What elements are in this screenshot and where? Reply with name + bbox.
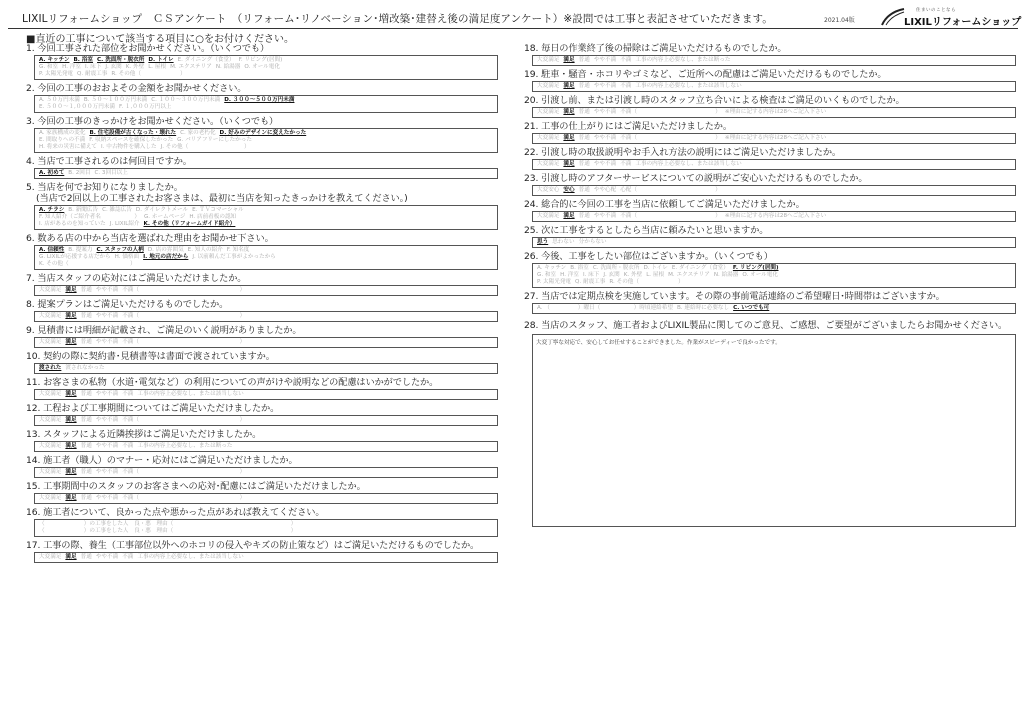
answer-option[interactable]: L. 屋根 (148, 64, 167, 71)
answer-box (34, 363, 498, 374)
answer-option[interactable]: 不満（ ） (122, 495, 246, 501)
answer-box (34, 95, 498, 113)
question-text: 15. 工事期間中のスタッフのお客さまへの応対･配慮にはご満足いただけましたか。 (26, 481, 366, 492)
answer-line (39, 443, 493, 450)
question-block (26, 299, 498, 322)
answer-option[interactable]: 分からない (578, 239, 607, 245)
answer-option[interactable]: 普通 (578, 109, 590, 115)
answer-option[interactable]: E. ダイニング（食堂） (671, 265, 729, 271)
question-text: 20. 引渡し前、または引渡し時のスタッフ立ち合いによる検査はご満足のいくものでしたか。 (524, 95, 905, 106)
header (8, 6, 1022, 29)
answer-option[interactable]: やや不満 (593, 135, 617, 141)
answer-line (39, 71, 493, 78)
answer-line (39, 313, 493, 320)
answer-option[interactable]: 大変満足 (39, 554, 62, 560)
answer-line (537, 135, 1011, 142)
answer-option[interactable]: 普通 (80, 417, 92, 423)
answer-line (39, 287, 493, 294)
answer-line (39, 104, 493, 111)
selected-option[interactable]: C. スタッフの人柄 (96, 247, 144, 253)
question-text: 9. 見積書には明細が記載され、ご満足のいく説明がありましたか。 (26, 325, 302, 336)
answer-line (537, 239, 1011, 246)
answer-option[interactable]: B. 浴室 (570, 265, 589, 271)
answer-line (39, 170, 493, 177)
answer-option[interactable]: （ ）の工事をした人 良・悪 理由（ ） (39, 528, 297, 535)
answer-option[interactable]: 不満 (122, 391, 134, 397)
form-version-date: 2021.04版 (824, 17, 855, 24)
answer-option[interactable]: O. オール電化 (244, 64, 280, 71)
answer-option[interactable]: やや不満 (95, 339, 119, 345)
answer-option[interactable]: I. 中古物件を購入した (101, 144, 157, 151)
instructions: ■直近の工事について該当する項目に○をお付けください。 (26, 34, 294, 45)
answer-option[interactable]: N. 給湯器 (713, 272, 739, 279)
answer-option[interactable]: M. エクステリア (668, 272, 710, 279)
selected-option[interactable]: B. 浴室 (73, 57, 94, 63)
answer-option[interactable]: 思わない (552, 239, 575, 245)
answer-option[interactable]: 大変満足 (39, 313, 62, 319)
question-text: 3. 今回の工事のきっかけをお聞かせください。（いくつでも） (26, 116, 279, 127)
question-text: 2. 今回の工事のおおよその金額をお聞かせください。 (26, 83, 247, 94)
answer-option[interactable]: やや不満 (95, 417, 119, 423)
question-text: 22. 引渡し時の取扱説明やお手入れ方法の説明にはご満足いただけましたか。 (524, 147, 842, 158)
question-block (26, 325, 498, 348)
question-text: 6. 数ある店の中から当店を選ばれた理由をお聞かせ下さい。 (26, 233, 274, 244)
answer-option[interactable]: K. その他（ ） (39, 261, 136, 268)
answer-option[interactable]: I. 床下 (84, 64, 102, 71)
answer-option[interactable]: 普通 (80, 339, 92, 345)
answer-option[interactable]: 不満 (620, 83, 632, 89)
question-text: 26. 今後、工事をしたい部位はございますか。（いくつでも） (524, 251, 773, 262)
selected-option[interactable]: 満足 (65, 391, 77, 397)
answer-option[interactable]: やや不満 (593, 213, 617, 219)
answer-option[interactable]: 工事の内容上必要なし、または該当しない (137, 391, 244, 397)
answer-option[interactable]: ※理由に記する内容は28へご記入下さい (724, 213, 827, 219)
selected-option[interactable]: D. トイレ (148, 57, 174, 63)
question-text: 24. 総合的に今回の工事を当店に依頼してご満足いただけましたか。 (524, 199, 805, 210)
answer-option[interactable]: ※理由に記する内容は28へご記入下さい (724, 109, 827, 115)
logo-swoosh-icon (880, 8, 906, 26)
answer-option[interactable]: 不満 (620, 161, 632, 167)
free-comment-box[interactable]: 大変丁寧な対応で、安心してお任せすることができました。作業がスピーディーで良かったです。 (532, 334, 1016, 527)
question-block (524, 69, 1016, 92)
answer-option[interactable]: 普通 (80, 391, 92, 397)
answer-option[interactable]: J. 以前頼んだ工事がよかったから (192, 254, 276, 261)
answer-option[interactable]: やや不満 (95, 391, 119, 397)
answer-box (532, 237, 1016, 248)
answer-line (39, 261, 493, 268)
answer-line (537, 83, 1011, 90)
answer-option[interactable]: やや不満 (95, 287, 119, 293)
answer-option[interactable]: 工事の内容上必要なし、または該当しない (635, 83, 742, 89)
answer-option[interactable]: B. 連絡時に必要なし (676, 305, 730, 311)
answer-option[interactable]: 普通 (578, 213, 590, 219)
answer-option[interactable]: 不満（ ） (122, 287, 246, 293)
answer-option[interactable]: B. 新聞広告 (68, 207, 99, 213)
answer-option[interactable]: J. 玄関 (603, 272, 620, 279)
answer-option[interactable]: G. 和室 (39, 64, 59, 71)
answer-option[interactable]: F. 収納スペースを確保したかった (89, 137, 174, 144)
answer-option[interactable]: O. オール電化 (742, 272, 778, 279)
question-subtext: (当店で2回以上の工事されたお客さまは、最初に当店を知ったきっかけを教えてください。) (36, 193, 408, 204)
answer-option[interactable]: N. 給湯器 (215, 64, 241, 71)
answer-option[interactable]: B. ５０～１００万円未満 (83, 97, 148, 103)
answer-option[interactable]: 大変安心 (537, 187, 560, 193)
selected-option[interactable]: 満足 (563, 213, 575, 219)
answer-option[interactable]: 心配（ ） (620, 187, 721, 193)
question-text: 27. 当店では定期点検を実施しています。その際の事前電話連絡のご希望曜日･時間帯はございますか。 (524, 291, 945, 302)
answer-option[interactable]: 大変満足 (39, 469, 62, 475)
answer-option[interactable]: H. 洋室 (560, 272, 579, 279)
answer-option[interactable]: 大変満足 (537, 83, 560, 89)
answer-option[interactable]: D. 店の雰囲気 (147, 247, 184, 253)
answer-option[interactable]: B. 提案力 (68, 247, 93, 253)
answer-option[interactable]: やや心配 (593, 187, 617, 193)
answer-box (532, 159, 1016, 170)
selected-option[interactable]: 満足 (563, 161, 575, 167)
answer-option[interactable]: 大変満足 (537, 135, 560, 141)
answer-option[interactable]: 渡されなかった (65, 365, 105, 371)
answer-option[interactable]: H. 洋室 (62, 64, 81, 71)
answer-option[interactable]: 普通 (80, 313, 92, 319)
question-block (26, 455, 498, 478)
selected-option[interactable]: A. キッチン (39, 57, 70, 63)
question-text: 16. 施工者について、良かった点や悪かった点があれば教えてください。 (26, 507, 325, 518)
question-block (26, 481, 498, 504)
answer-option[interactable]: 大変満足 (39, 443, 62, 449)
answer-line (39, 339, 493, 346)
answer-line (39, 495, 493, 502)
question-block (524, 95, 1016, 118)
answer-option[interactable]: やや不満 (95, 554, 119, 560)
answer-box (34, 467, 498, 478)
question-text: 23. 引渡し時のアフターサービスについての説明がご安心いただけるものでしたか。 (524, 173, 868, 184)
answer-option[interactable]: 工事の内容上必要なし、または断った (635, 57, 731, 63)
answer-option[interactable]: J. その他（ ） (160, 144, 250, 151)
answer-option[interactable]: 大変満足 (537, 161, 560, 167)
answer-option[interactable]: F. 知人紹介（ご紹介者名 ） (39, 214, 140, 221)
answer-box (34, 311, 498, 322)
answer-option[interactable]: 不満（ ） (620, 135, 721, 141)
answer-option[interactable]: 不満（ ） (620, 213, 721, 219)
answer-option[interactable]: 普通 (578, 161, 590, 167)
answer-option[interactable]: Q. 耐震工事 (77, 71, 108, 78)
question-text: 11. お客さまの私物（水道･電気など）の利用についての声がけや説明などの配慮はいかがでしたか。 (26, 377, 439, 388)
answer-option[interactable]: 不満 (620, 57, 632, 63)
question-text: 21. 工事の仕上がりにはご満足いただけましたか。 (524, 121, 732, 132)
answer-option[interactable]: 不満（ ） (122, 313, 246, 319)
answer-line (39, 144, 493, 151)
answer-option[interactable]: 普通 (80, 469, 92, 475)
question-block (26, 403, 498, 426)
selected-option[interactable]: A. 信頼性 (39, 247, 65, 253)
answer-box (532, 211, 1016, 222)
answer-option[interactable]: やや不満 (593, 109, 617, 115)
selected-option[interactable]: F. リビング(居間) (732, 265, 779, 271)
answer-box (34, 389, 498, 400)
answer-option[interactable]: 大変満足 (39, 287, 62, 293)
answer-option[interactable]: B. 2回目 (68, 170, 91, 176)
answer-line (39, 64, 493, 71)
answer-box (532, 81, 1016, 92)
question-text: 8. 提案プランはご満足いただけるものでしたか。 (26, 299, 229, 310)
answer-option[interactable]: 大変満足 (537, 109, 560, 115)
selected-option[interactable]: A. 初めて (39, 170, 65, 176)
left-column (26, 43, 498, 566)
answer-option[interactable]: J. LIXIL紹介 (109, 221, 140, 228)
answer-option[interactable]: L. 屋根 (646, 272, 665, 279)
answer-option[interactable]: やや不満 (95, 469, 119, 475)
answer-option[interactable]: やや不満 (95, 313, 119, 319)
answer-box (34, 205, 498, 230)
selected-option[interactable]: 思う (537, 239, 549, 245)
question-block (524, 121, 1016, 144)
answer-line (39, 417, 493, 424)
answer-option[interactable]: H. 店前看板の認知 (189, 214, 237, 221)
question-text: 28. 当店のスタッフ、施工者およびLIXIL製品に関してのご意見、ご感想、ご要望がございましたらお聞かせください。 (524, 320, 1008, 331)
selected-option[interactable]: C. いつでも可 (733, 305, 770, 311)
question-block (26, 156, 498, 179)
answer-option[interactable]: A. 家族構成の変化 (39, 130, 86, 136)
survey-title: LIXILリフォームショップ ＣＳアンケート （リフォーム･リノベーション･増改築･建替え後の満足度アンケート）※設問では工事と表記させていただきます。 (22, 13, 773, 25)
selected-option[interactable]: D. ３００～５００万円未満 (224, 97, 295, 103)
answer-option[interactable]: G. LIXILが応援する店だから (39, 254, 111, 261)
selected-option[interactable]: 満足 (65, 443, 77, 449)
answer-option[interactable]: K. 外壁 (125, 64, 145, 71)
answer-line (39, 214, 493, 221)
answer-option[interactable]: ※理由に記する内容は28へご記入下さい (724, 135, 827, 141)
selected-option[interactable]: 満足 (563, 135, 575, 141)
answer-line (537, 305, 1011, 312)
selected-option[interactable]: 渡された (39, 365, 62, 371)
question-block (26, 507, 498, 537)
answer-option[interactable]: 普通 (578, 83, 590, 89)
answer-option[interactable]: 工事の内容上必要なし、または断った (137, 443, 233, 449)
question-text: 4. 当店で工事されるのは何回目ですか。 (26, 156, 192, 167)
answer-option[interactable]: 普通 (80, 554, 92, 560)
answer-option[interactable]: やや不満 (593, 83, 617, 89)
answer-option[interactable]: 普通 (578, 187, 590, 193)
question-block (524, 225, 1016, 248)
answer-box (34, 519, 498, 537)
answer-option[interactable]: 大変満足 (39, 495, 62, 501)
answer-option[interactable]: M. エクステリア (170, 64, 212, 71)
answer-option[interactable]: 不満 (122, 443, 134, 449)
answer-option[interactable]: 大変満足 (537, 57, 560, 63)
answer-option[interactable]: P. 太陽光発電 (537, 279, 572, 286)
selected-option[interactable]: 満足 (65, 469, 77, 475)
answer-option[interactable]: E. 間取りへの不満 (39, 137, 86, 144)
answer-line (537, 161, 1011, 168)
selected-option[interactable]: 満足 (65, 287, 77, 293)
answer-box (34, 285, 498, 296)
answer-option[interactable]: Q. 耐震工事 (575, 279, 606, 286)
question-block (524, 199, 1016, 222)
answer-option[interactable]: E. ダイニング（食堂） (177, 57, 235, 63)
answer-option[interactable]: R. その他（ ） (609, 279, 684, 286)
answer-option[interactable]: 不満（ ） (620, 109, 721, 115)
selected-option[interactable]: A. チラシ (39, 207, 65, 213)
answer-option[interactable]: 普通 (578, 57, 590, 63)
question-block (26, 116, 498, 153)
selected-option[interactable]: 満足 (65, 417, 77, 423)
answer-line (39, 528, 493, 535)
answer-option[interactable]: 大変満足 (537, 213, 560, 219)
answer-option[interactable]: 工事の内容上必要なし、または該当しない (635, 161, 742, 167)
question-text: 7. 当店スタッフの応対にはご満足いただけましたか。 (26, 273, 247, 284)
answer-option[interactable]: A. キッチン (537, 265, 567, 271)
lixil-logo (878, 6, 1022, 28)
answer-option[interactable]: やや不満 (593, 57, 617, 63)
question-text: 10. 契約の際に契約書･見積書等は書面で渡されていますか。 (26, 351, 275, 362)
answer-option[interactable]: K. 外壁 (623, 272, 643, 279)
answer-option[interactable]: D. ダイレクトメール (135, 207, 189, 213)
selected-option[interactable]: D. 好みのデザインに変えたかった (219, 130, 307, 136)
answer-option[interactable]: C. 3回目以上 (94, 170, 128, 176)
question-text: 12. 工程および工事期間についてはご満足いただけましたか。 (26, 403, 280, 414)
answer-option[interactable]: やや不満 (95, 443, 119, 449)
answer-option[interactable]: 普通 (80, 287, 92, 293)
answer-line (537, 57, 1011, 64)
question-text: 14. 施工者（職人）のマナー・応対にはご満足いただけましたか。 (26, 455, 298, 466)
answer-line (39, 391, 493, 398)
answer-option[interactable]: G. ホームページ (143, 214, 186, 221)
selected-option[interactable]: C. 洗面所・脱衣所 (97, 57, 145, 63)
answer-option[interactable]: F. リビング(居間) (238, 57, 283, 63)
answer-option[interactable]: A. ５０万円未満 (39, 97, 80, 103)
question-text: 18. 毎日の作業終了後の掃除はご満足いただけるものでしたか。 (524, 43, 787, 54)
answer-option[interactable]: H. 価格面 (114, 254, 140, 261)
answer-box (532, 185, 1016, 196)
answer-line (39, 365, 493, 372)
question-block (26, 43, 498, 80)
answer-box (532, 55, 1016, 66)
question-block (26, 273, 498, 296)
question-block (524, 147, 1016, 170)
question-block (26, 182, 498, 230)
answer-box (34, 493, 498, 504)
question-text: 17. 工事の際、養生（工事部位以外へのホコリの侵入やキズの防止策など）はご満足いただけるものでしたか。 (26, 540, 480, 551)
answer-box (532, 133, 1016, 144)
answer-box (34, 415, 498, 426)
answer-option[interactable]: D. トイレ (643, 265, 668, 271)
answer-box (532, 303, 1016, 314)
question-block (26, 351, 498, 374)
answer-option[interactable]: I. 店があるのを知っていた (39, 221, 106, 228)
answer-option[interactable]: 不満（ ） (122, 339, 246, 345)
answer-option[interactable]: 普通 (578, 135, 590, 141)
selected-option[interactable]: K. その他（リフォームガイド紹介） (143, 221, 236, 228)
answer-option[interactable]: G. バリアフリーにしたかった (177, 137, 252, 144)
answer-option[interactable]: 普通 (80, 495, 92, 501)
answer-option[interactable]: 大変満足 (39, 339, 62, 345)
answer-option[interactable]: 大変満足 (39, 391, 62, 397)
answer-option[interactable]: C. 洗面所・脱衣所 (592, 265, 640, 271)
answer-option[interactable]: J. 玄関 (105, 64, 122, 71)
answer-option[interactable]: C. 雑誌広告 (102, 207, 132, 213)
question-block (26, 540, 498, 563)
question-text: 1. 今回工事された部位をお聞かせください。（いくつでも） (26, 43, 270, 54)
answer-option[interactable]: 大変満足 (39, 417, 62, 423)
question-text: 5. 当店を何でお知りになりましたか。 (26, 182, 183, 193)
answer-option[interactable]: E. ５００～１,０００万円未満 (39, 104, 115, 111)
question-block (26, 83, 498, 113)
answer-box (34, 552, 498, 563)
answer-option[interactable]: 不満（ ） (122, 469, 246, 475)
question-block (26, 233, 498, 270)
answer-option[interactable]: F. 知名度 (226, 247, 250, 253)
answer-box (34, 168, 498, 179)
answer-line (39, 221, 493, 228)
selected-option[interactable]: 満足 (563, 109, 575, 115)
answer-line (537, 279, 1011, 286)
selected-option[interactable]: I. 地元の店だから (143, 254, 189, 261)
right-column (524, 43, 1016, 527)
answer-option[interactable]: R. その他（ ） (111, 71, 186, 78)
answer-option[interactable]: C. １００～３００万円未満 (151, 97, 221, 103)
question-block (524, 291, 1016, 314)
answer-line (39, 469, 493, 476)
answer-option[interactable]: C. 家の老朽化 (180, 130, 216, 136)
answer-option[interactable]: E. 知人の紹介 (187, 247, 223, 253)
answer-box (34, 337, 498, 348)
answer-option[interactable]: 普通 (80, 443, 92, 449)
answer-option[interactable]: E. ＴＶコマーシャル (192, 207, 244, 213)
answer-option[interactable]: 工事の内容上必要なし、または該当しない (137, 554, 244, 560)
question-block (26, 429, 498, 452)
question-block (524, 173, 1016, 196)
answer-box (532, 107, 1016, 118)
logo-slogan: 住まいのことなら (916, 8, 956, 13)
question-block (26, 377, 498, 400)
answer-line (537, 213, 1011, 220)
question-block (524, 251, 1016, 288)
selected-option[interactable]: 満足 (563, 83, 575, 89)
answer-box (34, 441, 498, 452)
answer-option[interactable]: やや不満 (95, 495, 119, 501)
selected-option[interactable]: 満足 (563, 57, 575, 63)
answer-option[interactable]: P. 太陽光発電 (39, 71, 74, 78)
selected-option[interactable]: 満足 (65, 495, 77, 501)
answer-option[interactable]: 不満 (122, 554, 134, 560)
question-text: 13. スタッフによる近隣挨拶はご満足いただけましたか。 (26, 429, 262, 440)
answer-option[interactable]: I. 床下 (582, 272, 600, 279)
answer-option[interactable]: 不満（ ） (122, 417, 246, 423)
answer-line (39, 554, 493, 561)
answer-option[interactable]: やや不満 (593, 161, 617, 167)
answer-box (34, 128, 498, 153)
selected-option[interactable]: 安心 (563, 187, 575, 193)
answer-box (532, 263, 1016, 288)
answer-option[interactable]: F. １,０００万円以上 (119, 104, 172, 111)
answer-option[interactable]: H. 将来の災害に備えて (39, 144, 98, 151)
selected-option[interactable]: 満足 (65, 313, 77, 319)
selected-option[interactable]: B. 住宅設備が古くなった・壊れた (89, 130, 177, 136)
answer-line (537, 187, 1011, 194)
answer-option[interactable]: （ ）の工事をした人 良・悪 理由（ ） (39, 521, 297, 527)
answer-line (537, 109, 1011, 116)
question-block (524, 43, 1016, 66)
selected-option[interactable]: 満足 (65, 339, 77, 345)
logo-wordmark: LIXILリフォームショップ (904, 17, 1022, 28)
answer-box (34, 55, 498, 80)
answer-option[interactable]: G. 和室 (537, 272, 557, 279)
question-text: 19. 駐車・騒音・ホコリやゴミなど、ご近所への配慮はご満足いただけるものでしたか。 (524, 69, 887, 80)
answer-option[interactable]: A. （ ）曜日（ ）時頃連絡希望 (537, 305, 673, 311)
question-text: 25. 次に工事をするとしたら当店に頼みたいと思いますか。 (524, 225, 769, 236)
answer-box (34, 245, 498, 270)
selected-option[interactable]: 満足 (65, 554, 77, 560)
